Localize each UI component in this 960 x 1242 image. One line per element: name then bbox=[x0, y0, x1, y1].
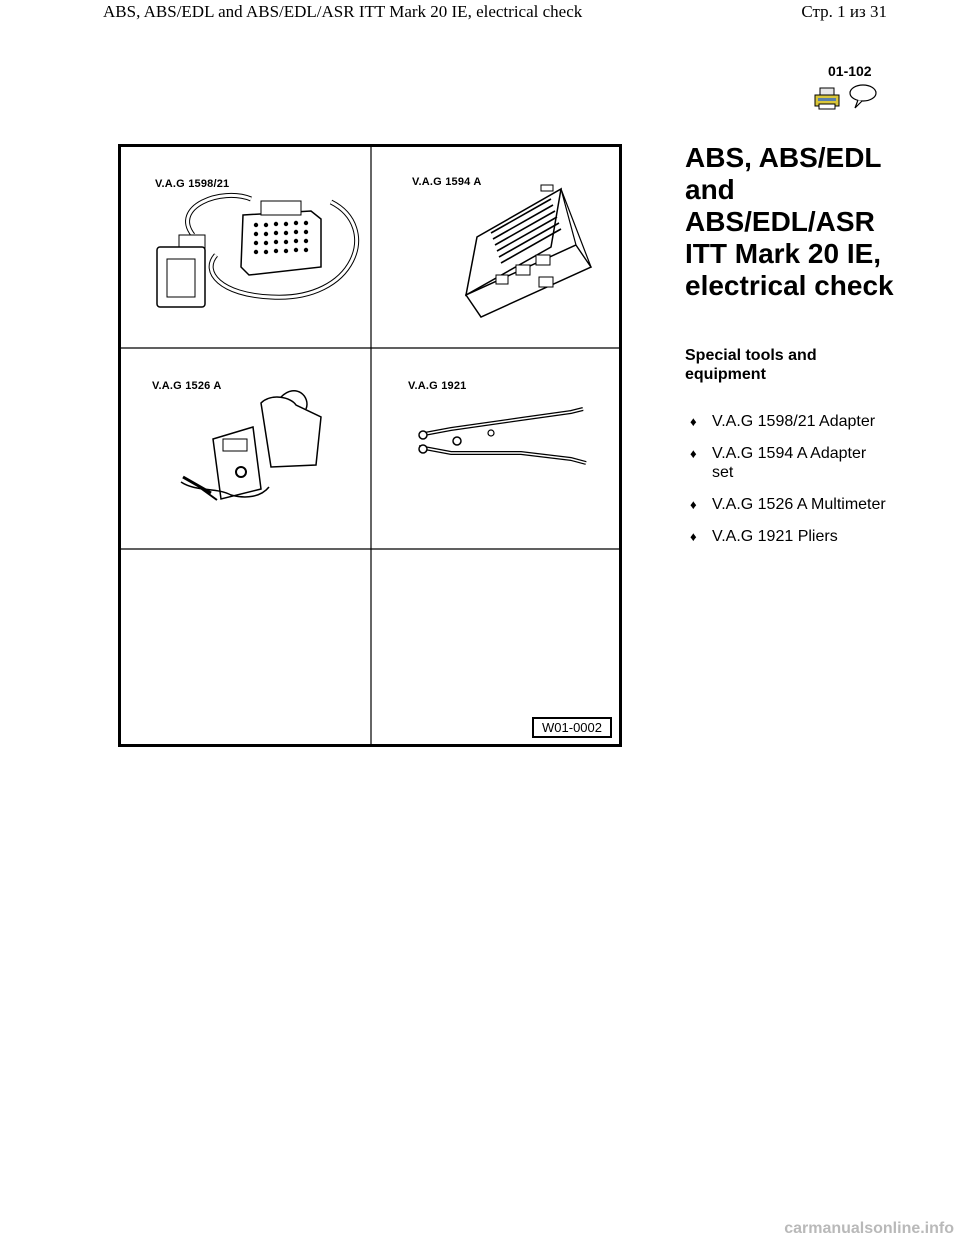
list-item bbox=[690, 444, 890, 482]
printer-icon[interactable] bbox=[814, 86, 840, 110]
adapter-cable-drawing bbox=[157, 195, 357, 307]
page-title: ABS, ABS/EDL and ABS/EDL/ASR ITT Mark 20 IE, electrical check bbox=[685, 142, 894, 301]
figure-label-pliers: V.A.G 1921 bbox=[408, 380, 467, 392]
multimeter-drawing bbox=[181, 391, 321, 500]
figure-id: W01-0002 bbox=[532, 717, 612, 738]
adapter-set-case-drawing bbox=[466, 185, 591, 317]
list-item-text: V.A.G 1594 A Adapter set bbox=[712, 445, 867, 481]
tools-illustration bbox=[121, 147, 619, 744]
figure-label-adapter-set: V.A.G 1594 A bbox=[412, 176, 482, 188]
diamond-bullet-icon: ♦ bbox=[690, 529, 697, 544]
watermark: carmanualsonline.info bbox=[784, 1220, 954, 1237]
browser-header-page-info: Стр. 1 из 31 bbox=[801, 2, 887, 21]
special-tools-heading: Special tools and equipment bbox=[685, 347, 817, 383]
list-item-text: V.A.G 1526 A Multimeter bbox=[712, 496, 886, 513]
comment-bubble-icon[interactable] bbox=[846, 82, 878, 110]
figure-label-adapter: V.A.G 1598/21 bbox=[155, 178, 230, 190]
browser-header-title: ABS, ABS/EDL and ABS/EDL/ASR ITT Mark 20 IE, electrical check bbox=[103, 2, 583, 21]
pliers-drawing bbox=[419, 409, 586, 463]
figure-label-multimeter: V.A.G 1526 A bbox=[152, 380, 222, 392]
page-code: 01-102 bbox=[828, 63, 872, 79]
list-item-text: V.A.G 1921 Pliers bbox=[712, 528, 838, 545]
list-item bbox=[690, 412, 890, 431]
special-tools-list bbox=[690, 412, 890, 546]
list-item bbox=[690, 495, 890, 514]
list-item-text: V.A.G 1598/21 Adapter bbox=[712, 413, 876, 430]
diamond-bullet-icon: ♦ bbox=[690, 446, 697, 461]
list-item bbox=[690, 527, 890, 546]
special-tools-figure bbox=[118, 144, 622, 747]
diamond-bullet-icon: ♦ bbox=[690, 497, 697, 512]
diamond-bullet-icon: ♦ bbox=[690, 414, 697, 429]
